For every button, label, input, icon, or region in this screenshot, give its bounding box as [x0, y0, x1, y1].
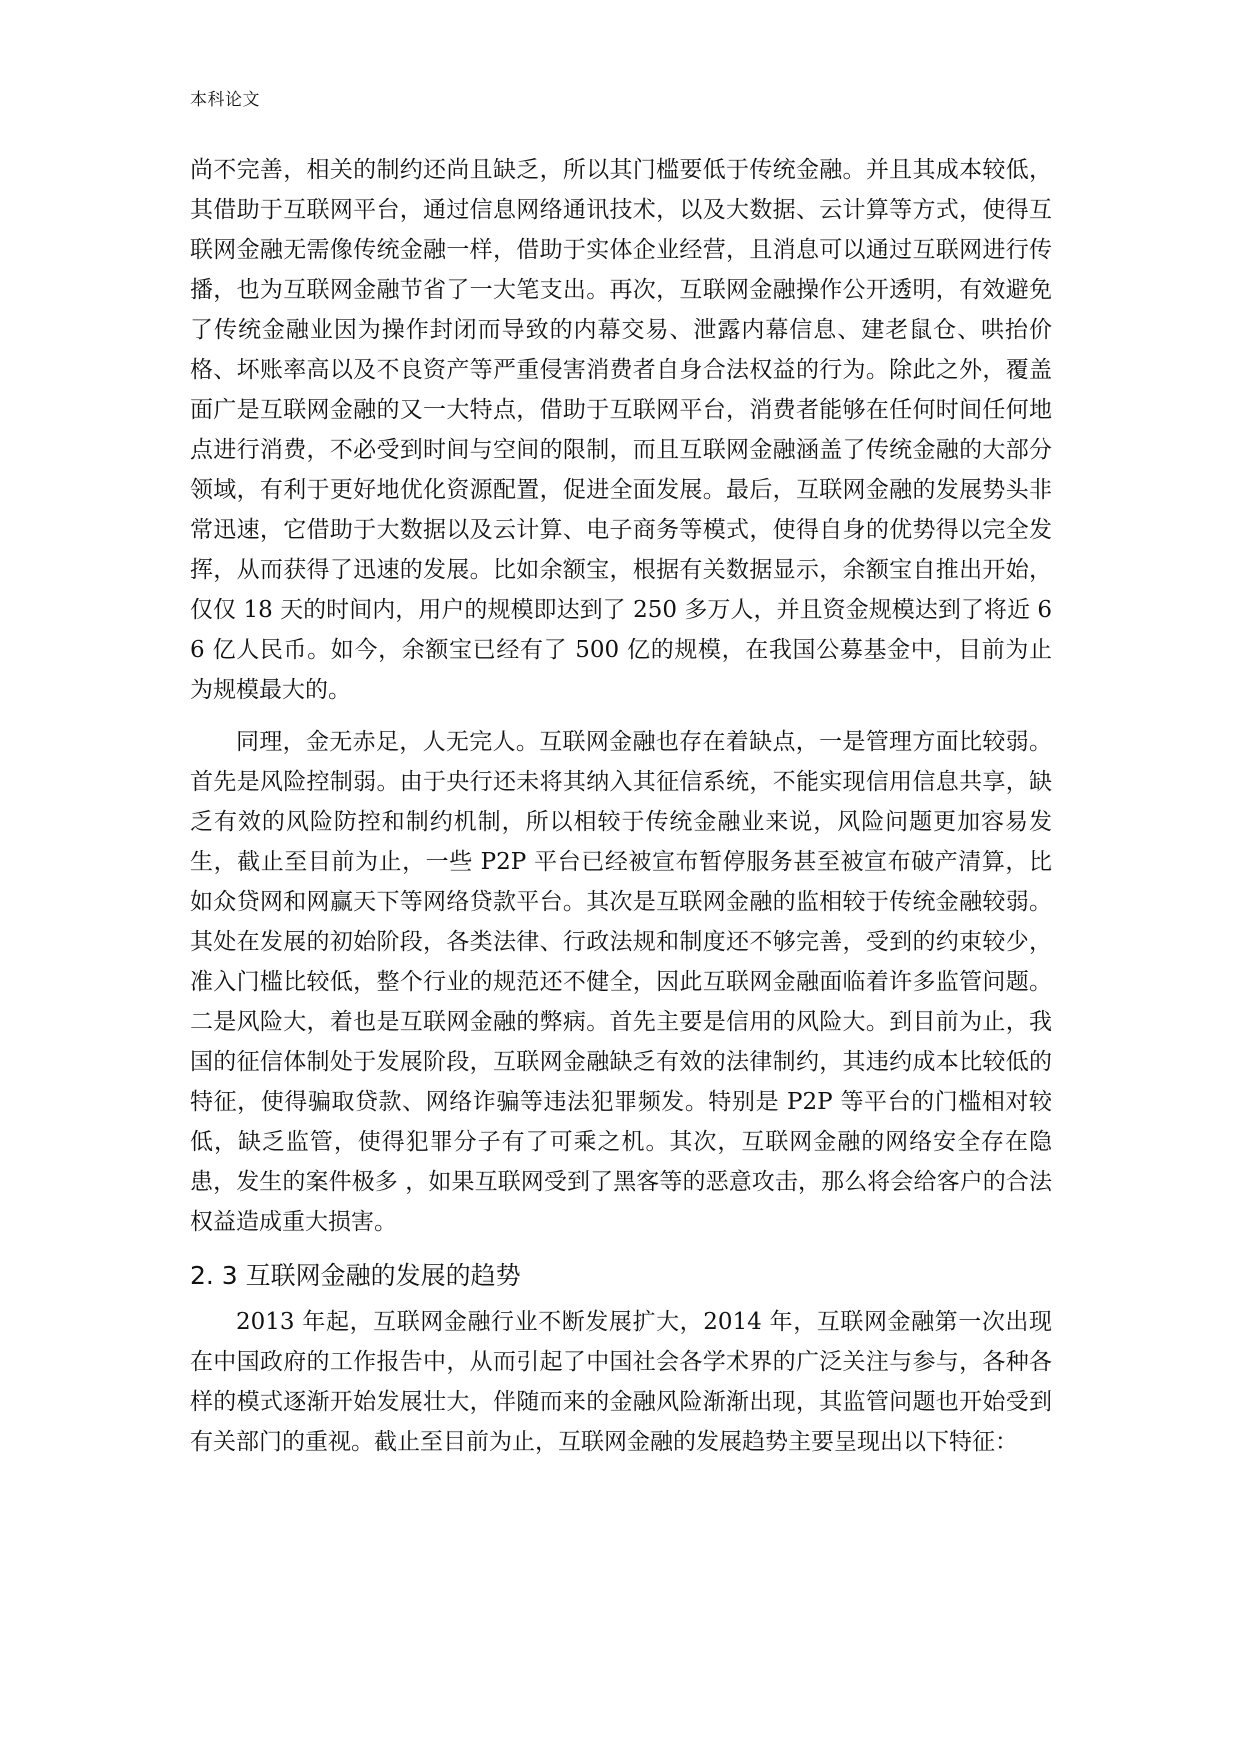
header-rule [190, 118, 1052, 119]
document-body [190, 150, 1052, 1462]
paragraph-weaknesses: 同理，金无赤足，人无完人。互联网金融也存在着缺点，一是管理方面比较弱。首先是风险控制弱。由于央行还未将其纳入其征信系统，不能实现信用信息共享，缺乏有效的风险防控和制约机制，所以相较于传统金融业来说，风险问题更加容易发生，截止至目前为止，一些 P2P 平台已经被宣布暂停服务甚至被宣布破产清算，比如众贷网和网赢天下等网络贷款平台。其次是互联网金融的监相较于传统金融较弱。其处在发展的初始阶段，各类法律、行政法规和制度还不够完善，受到的约束较少，准入门槛比较低，整个行业的规范还不健全，因此互联网金融面临着许多监管问题。二是风险大，着也是互联网金融的弊病。首先主要是信用的风险大。到目前为止，我国的征信体制处于发展阶段，互联网金融缺乏有效的法律制约，其违约成本比较低的特征，使得骗取贷款、网络诈骗等违法犯罪频发。特别是 P2P 等平台的门槛相对较低，缺乏监管，使得犯罪分子有了可乘之机。其次，互联网金融的网络安全存在隐患，发生的案件极多 ，如果互联网受到了黑客等的恶意攻击，那么将会给客户的合法权益造成重大损害。 [190, 729, 1052, 1235]
paragraph-trends: 2013 年起，互联网金融行业不断发展扩大，2014 年，互联网金融第一次出现在中国政府的工作报告中，从而引起了中国社会各学术界的广泛关注与参与，各种各样的模式逐渐开始发展壮大，伴随而来的金融风险渐渐出现，其监管问题也开始受到有关部门的重视。截止至目前为止，互联网金融的发展趋势主要呈现出以下特征： [190, 1309, 1052, 1455]
paragraph-continued: 尚不完善，相关的制约还尚且缺乏，所以其门槛要低于传统金融。并且其成本较低，其借助于互联网平台，通过信息网络通讯技术，以及大数据、云计算等方式，使得互联网金融无需像传统金融一样，借助于实体企业经营，且消息可以通过互联网进行传播，也为互联网金融节省了一大笔支出。再次，互联网金融操作公开透明，有效避免了传统金融业因为操作封闭而导致的内幕交易、泄露内幕信息、建老鼠仓、哄抬价格、坏账率高以及不良资产等严重侵害消费者自身合法权益的行为。除此之外，覆盖面广是互联网金融的又一大特点，借助于互联网平台，消费者能够在任何时间任何地点进行消费，不必受到时间与空间的限制，而且互联网金融涵盖了传统金融的大部分领域，有利于更好地优化资源配置，促进全面发展。最后，互联网金融的发展势头非常迅速，它借助于大数据以及云计算、电子商务等模式，使得自身的优势得以完全发挥，从而获得了迅速的发展。比如余额宝，根据有关数据显示，余额宝自推出开始，仅仅 18 天的时间内，用户的规模即达到了 250 多万人，并且资金规模达到了将近 66 亿人民币。如今，余额宝已经有了 500 亿的规模，在我国公募基金中，目前为止为规模最大的。 [190, 157, 1052, 703]
section-heading: 2. 3 互联网金融的发展的趋势 [190, 1261, 521, 1290]
running-header: 本科论文 [190, 90, 260, 110]
paragraph-spacer [190, 710, 1052, 722]
